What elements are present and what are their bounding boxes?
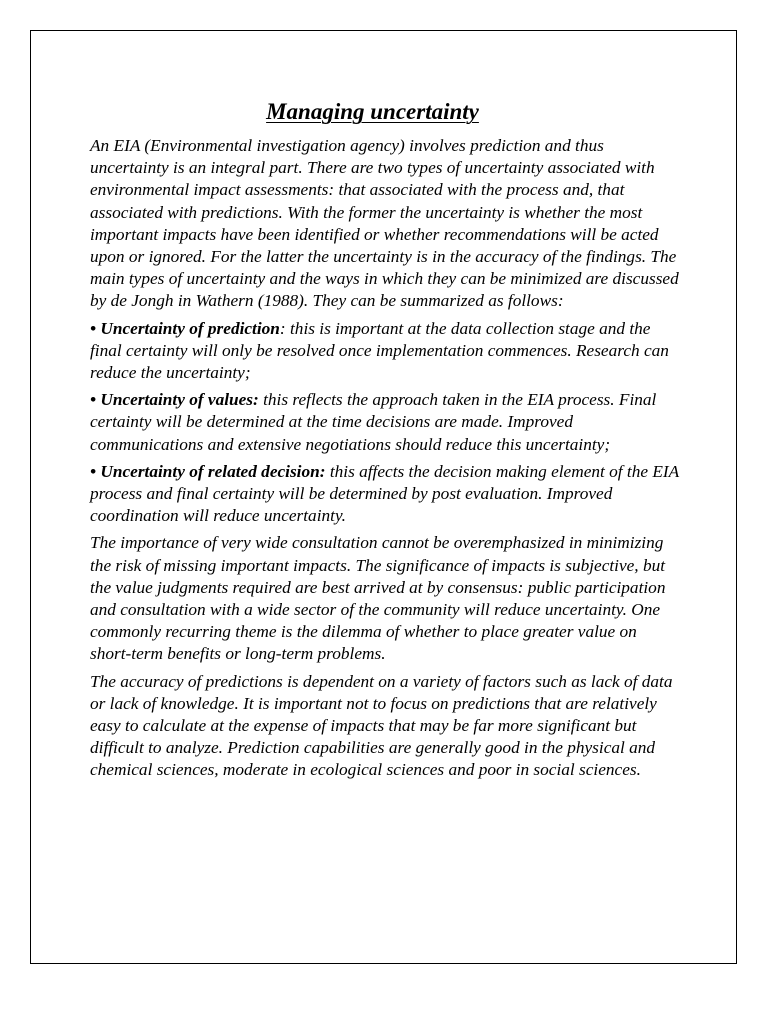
bullet-marker: • [90, 318, 97, 338]
accuracy-paragraph: The accuracy of predictions is dependent on a variety of factors such as lack of data or lack of knowledge. It is important not to focus on predictions that are relatively easy to calculate at the expense of impacts that may be far more significant but difficult to analyze. Prediction capabilities are generally good in the physical and chemical sciences, moderate in ecological sciences and poor in social sciences. [90, 671, 673, 780]
bullet-text: this reflects the approach taken in the EIA process. Final certainty will be determined at the time decisions are made. Improved communications and extensive negotiations should reduce this uncertainty; [90, 390, 657, 454]
bullet-marker: • [90, 461, 97, 481]
bullet-uncertainty-of-values [90, 389, 682, 456]
intro-paragraph: An EIA (Environmental investigation agency) involves prediction and thus uncertainty is an integral part. There are two types of uncertainty associated with environmental impact assessments: that associated with the process and, that associated with predictions. With the former the uncertainty is whether the most important impacts have been identified or whether recommendations will be acted upon or ignored. For the latter the uncertainty is in the accuracy of the findings. The main types of uncertainty and the ways in which they can be minimized are discussed by de Jongh in Wathern (1988). They can be summarized as follows: [90, 136, 679, 311]
bullet-uncertainty-of-prediction [90, 318, 682, 385]
document-body [90, 135, 682, 787]
page-title: Managing uncertainty [266, 99, 479, 124]
bullet-text: : this is important at the data collection stage and the final certainty will only be resolved once implementation commences. Research can reduce the uncertainty; [90, 318, 669, 383]
bullet-term: Uncertainty of prediction [100, 318, 280, 338]
bullet-term: Uncertainty of values: [100, 390, 259, 410]
bullet-term: Uncertainty of related decision: [100, 461, 326, 481]
document-page [30, 30, 737, 964]
bullet-uncertainty-of-related-decision [90, 461, 682, 528]
bullet-text: this affects the decision making element of the EIA process and final certainty will be determined by post evaluation. Improved coordination will reduce uncertainty. [90, 461, 679, 526]
consultation-paragraph: The importance of very wide consultation cannot be overemphasized in minimizing the risk of missing important impacts. The significance of impacts is subjective, but the value judgments required are best arrived at by consensus: public participation and consultation with a wide sector of the community will reduce uncertainty. One commonly recurring theme is the dilemma of whether to place greater value on short-term benefits or long-term problems. [90, 533, 666, 664]
bullet-marker: • [90, 390, 97, 410]
